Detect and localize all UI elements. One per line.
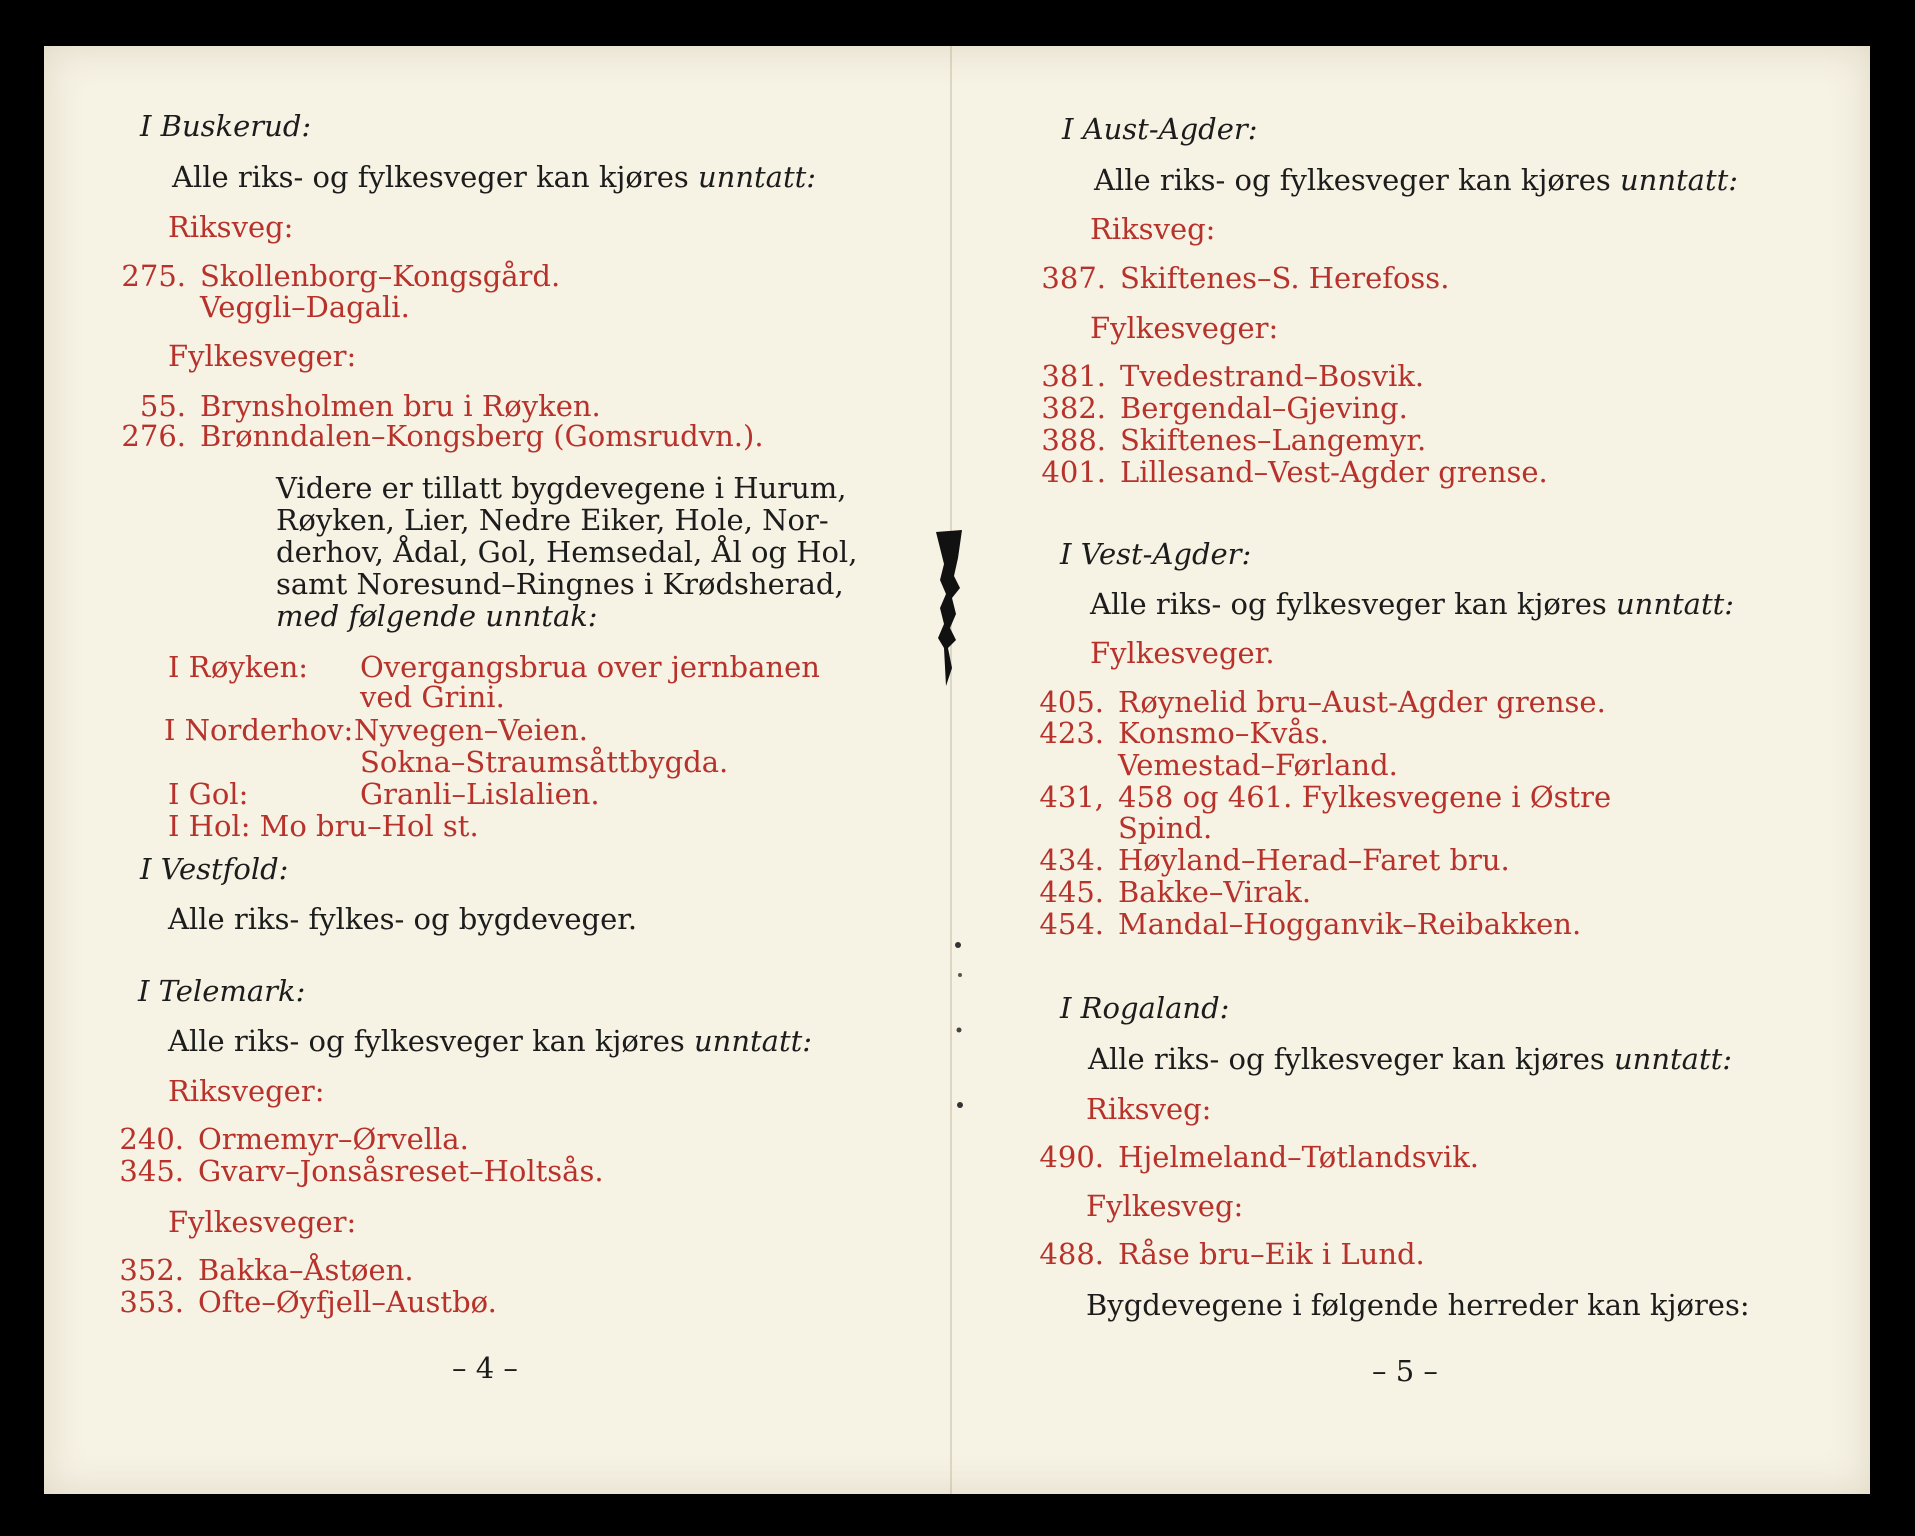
- vestfold-text: Alle riks- fylkes- og bygdeveger.: [168, 902, 638, 936]
- road-entry: 388. Skiftenes–Langemyr.: [1041, 423, 1427, 457]
- paragraph-line: Røyken, Lier, Nedre Eiker, Hole, Nor-: [276, 503, 829, 537]
- road-entry: 352. Bakka–Åstøen.: [119, 1253, 414, 1287]
- intro-text: Alle riks- og fylkesveger kan kjøres unntatt:: [1088, 1042, 1733, 1076]
- paragraph-line: Videre er tillatt bygdevegene i Hurum,: [276, 471, 847, 505]
- road-entry: 381. Tvedestrand–Bosvik.: [1041, 359, 1425, 393]
- road-entry: 405. Røynelid bru–Aust-Agder grense.: [1039, 685, 1606, 719]
- intro-text: Alle riks- og fylkesveger kan kjøres unntatt:: [172, 160, 817, 194]
- road-entry: 276. Brønndalen–Kongsberg (Gomsrudvn.).: [121, 419, 764, 453]
- section-heading-buskerud: I Buskerud:: [140, 109, 312, 143]
- section-heading-telemark: I Telemark:: [138, 974, 306, 1008]
- fylkesveger-label: Fylkesveger:: [168, 339, 357, 373]
- riksveg-label: Riksveg:: [1090, 212, 1216, 246]
- road-entry: 454. Mandal–Hogganvik–Reibakken.: [1039, 907, 1582, 941]
- road-entry: 275. Skollenborg–Kongsgård.: [121, 259, 561, 293]
- exception-place: I Gol:: [168, 777, 249, 811]
- road-entry: 55. Brynsholmen bru i Røyken.: [139, 389, 601, 423]
- section-heading-vestfold: I Vestfold:: [140, 852, 289, 886]
- road-entry: Veggli–Dagali.: [200, 290, 410, 324]
- exception-place: I Norderhov:: [164, 713, 354, 747]
- fylkesveger-label: Fylkesveger.: [1090, 636, 1275, 670]
- intro-text: Alle riks- og fylkesveger kan kjøres unntatt:: [1090, 587, 1735, 621]
- section-heading-aust-agder: I Aust-Agder:: [1062, 112, 1258, 146]
- fylkesveg-label: Fylkesveg:: [1086, 1189, 1244, 1223]
- road-entry: 488. Råse bru–Eik i Lund.: [1039, 1237, 1425, 1271]
- closing-text: Bygdevegene i følgende herreder kan kjøres:: [1086, 1288, 1750, 1322]
- section-heading-rogaland: I Rogaland:: [1060, 991, 1230, 1025]
- paragraph-line: samt Noresund–Ringnes i Krødsherad,: [276, 567, 844, 601]
- exception-hol: I Hol: Mo bru–Hol st.: [168, 809, 479, 843]
- road-entry: 353. Ofte–Øyfjell–Austbø.: [119, 1285, 497, 1319]
- paragraph-line-italic: med følgende unntak:: [276, 599, 598, 633]
- road-entry: Spind.: [1118, 811, 1213, 845]
- road-entry: 445. Bakke–Virak.: [1039, 875, 1312, 909]
- road-entry: 401. Lillesand–Vest-Agder grense.: [1041, 455, 1548, 489]
- road-entry: 490. Hjelmeland–Tøtlandsvik.: [1039, 1140, 1480, 1174]
- page-fold: [950, 46, 952, 1494]
- riksveg-label: Riksveg:: [1086, 1092, 1212, 1126]
- exception-text: Nyvegen–Veien.: [354, 713, 588, 747]
- exception-text: Granli–Lislalien.: [360, 777, 600, 811]
- paragraph-line: derhov, Ådal, Gol, Hemsedal, Ål og Hol,: [276, 535, 858, 569]
- road-entry: 240. Ormemyr–Ørvella.: [119, 1122, 469, 1156]
- road-entry: 382. Bergendal–Gjeving.: [1041, 391, 1408, 425]
- exception-place: I Røyken:: [168, 650, 309, 684]
- road-entry: 387. Skiftenes–S. Herefoss.: [1041, 261, 1450, 295]
- page-number-left: – 4 –: [452, 1351, 518, 1385]
- exception-text: Sokna–Straumsåttbygda.: [360, 745, 729, 779]
- road-entry: 345. Gvarv–Jonsåsreset–Holtsås.: [119, 1154, 604, 1188]
- riksveg-label: Riksveg:: [168, 210, 294, 244]
- page-number-right: – 5 –: [1372, 1354, 1438, 1388]
- road-entry: Vemestad–Førland.: [1118, 748, 1398, 782]
- fylkesveger-label: Fylkesveger:: [168, 1205, 357, 1239]
- section-heading-vest-agder: I Vest-Agder:: [1060, 537, 1252, 571]
- intro-text: Alle riks- og fylkesveger kan kjøres unntatt:: [168, 1024, 813, 1058]
- exception-text: ved Grini.: [360, 680, 505, 714]
- road-entry: 423. Konsmo–Kvås.: [1039, 716, 1329, 750]
- road-entry: 434. Høyland–Herad–Faret bru.: [1039, 843, 1510, 877]
- road-entry: 431, 458 og 461. Fylkesvegene i Østre: [1039, 780, 1612, 814]
- binding-marks: [950, 935, 970, 1115]
- exception-text: Overgangsbrua over jernbanen: [360, 650, 820, 684]
- intro-text: Alle riks- og fylkesveger kan kjøres unntatt:: [1094, 163, 1739, 197]
- binding-tear-mark: [930, 528, 970, 688]
- riksveger-label: Riksveger:: [168, 1074, 325, 1108]
- fylkesveger-label: Fylkesveger:: [1090, 311, 1279, 345]
